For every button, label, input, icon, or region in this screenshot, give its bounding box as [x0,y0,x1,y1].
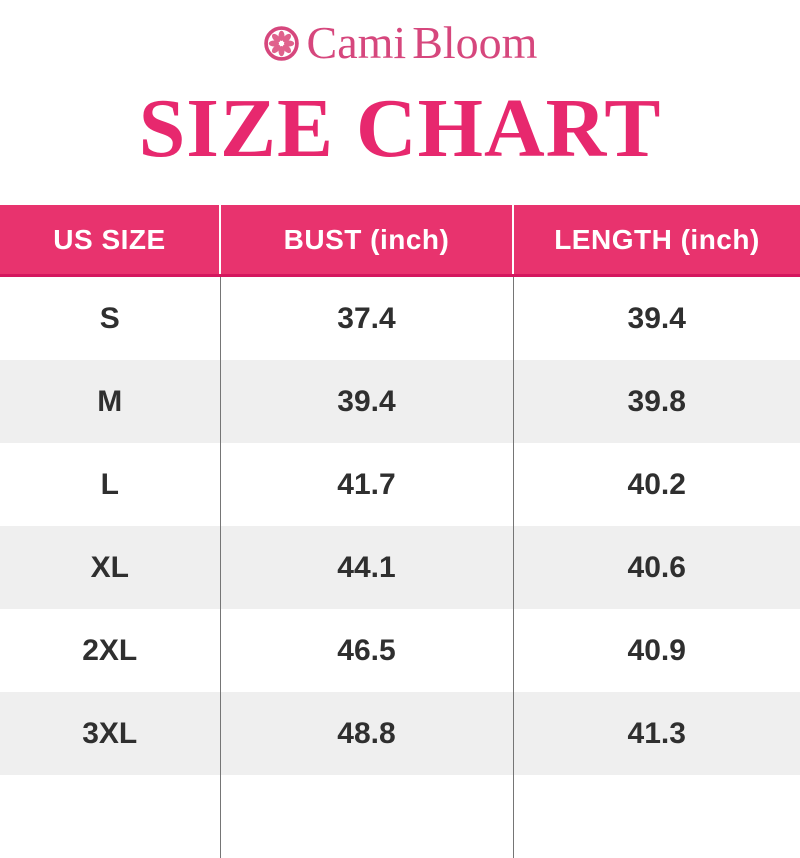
length-cell: 39.8 [513,360,800,443]
brand-name-part2: Bloom [412,20,537,66]
us-size-cell: M [0,360,220,443]
bust-cell: 37.4 [220,276,513,361]
length-cell: 40.9 [513,609,800,692]
column-header-bust: BUST (inch) [220,205,513,276]
table-row-partial [0,775,800,858]
bust-cell: 39.4 [220,360,513,443]
us-size-cell: XL [0,526,220,609]
page-title: SIZE CHART [0,87,800,171]
table-row [0,526,800,609]
length-cell [513,775,800,858]
length-cell: 40.2 [513,443,800,526]
us-size-cell: S [0,276,220,361]
header-row [0,205,800,276]
us-size-cell: 2XL [0,609,220,692]
length-cell: 39.4 [513,276,800,361]
bust-cell: 48.8 [220,692,513,775]
brand-name [307,20,538,66]
bust-cell [220,775,513,858]
table-row [0,692,800,775]
bust-cell: 44.1 [220,526,513,609]
column-header-us-size: US SIZE [0,205,220,276]
table-row [0,276,800,361]
size-chart-table [0,205,800,858]
brand-logo [0,0,800,63]
flower-icon [263,25,300,62]
table-body [0,276,800,858]
table-header [0,205,800,276]
us-size-cell: L [0,443,220,526]
brand-name-part1: Cami [307,20,407,66]
table-row [0,443,800,526]
length-cell: 41.3 [513,692,800,775]
length-cell: 40.6 [513,526,800,609]
bust-cell: 41.7 [220,443,513,526]
us-size-cell [0,775,220,858]
column-header-length: LENGTH (inch) [513,205,800,276]
table-row [0,360,800,443]
bust-cell: 46.5 [220,609,513,692]
us-size-cell: 3XL [0,692,220,775]
table-row [0,609,800,692]
